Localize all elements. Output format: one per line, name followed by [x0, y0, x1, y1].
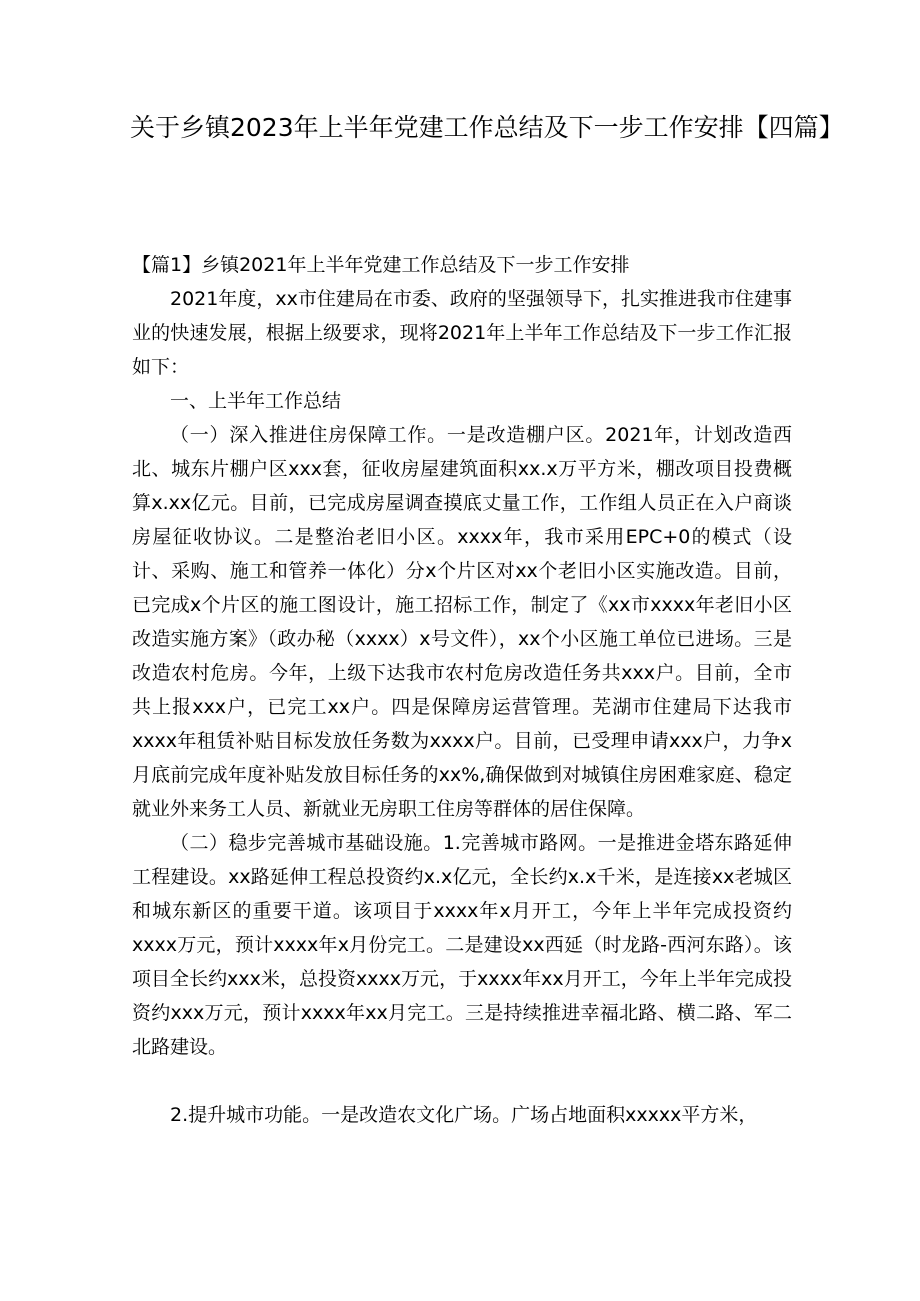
section-heading: 【篇1】乡镇2021年上半年党建工作总结及下一步工作安排 [132, 254, 630, 276]
city-function-paragraph: 2.提升城市功能。一是改造农文化广场。广场占地面积xxxxx平方米， [170, 1104, 758, 1126]
subheading-summary: 一、上半年工作总结 [170, 390, 342, 412]
infrastructure-paragraph: （二）稳步完善城市基础设施。1.完善城市路网。一是推进金塔东路延伸工程建设。xx路延伸工程总投资约x.x亿元，全长约x.x千米，是连接xx老城区和城东新区的重要干道。该项目于xxxx年x月开工，今年上半年完成投资约xxxx万元，预计xxxx年x月份完工。二是建设xx西延（时龙路-西河东路）。该项目全长约xxx米，总投资xxxx万元，于xxxx年xx月开工，今年上半年完成投资约xxx万元，预计xxxx年xx月完工。三是持续推进幸福北路、横二路、军二北路建设。 [132, 832, 792, 1058]
intro-paragraph: 2021年度，xx市住建局在市委、政府的坚强领导下，扎实推进我市住建事业的快速发展，根据上级要求，现将2021年上半年工作总结及下一步工作汇报如下： [132, 288, 792, 378]
document-body [132, 248, 792, 1132]
document-title: 关于乡镇2023年上半年党建工作总结及下一步工作安排【四篇】 [130, 113, 844, 142]
paragraph-gap [132, 1064, 792, 1098]
housing-paragraph: （一）深入推进住房保障工作。一是改造棚户区。2021年，计划改造西北、城东片棚户区xxx套，征收房屋建筑面积xx.x万平方米，棚改项目投费概算x.xx亿元。目前，已完成房屋调查摸底丈量工作，工作组人员正在入户商谈房屋征收协议。二是整治老旧小区。xxxx年，我市采用EPC+0的模式（设计、采购、施工和管养一体化）分x个片区对xx个老旧小区实施改造。目前，已完成x个片区的施工图设计，施工招标工作，制定了《xx市xxxx年老旧小区改造实施方案》（政办秘（xxxx）x号文件），xx个小区施工单位已进场。三是改造农村危房。今年，上级下达我市农村危房改造任务共xxx户。目前，全市共上报xxx户，已完工xx户。四是保障房运营管理。芜湖市住建局下达我市xxxx年租赁补贴目标发放任务数为xxxx户。目前，已受理申请xxx户，力争x月底前完成年度补贴发放目标任务的xx%,确保做到对城镇住房困难家庭、稳定就业外来务工人员、新就业无房职工住房等群体的居住保障。 [132, 424, 792, 820]
